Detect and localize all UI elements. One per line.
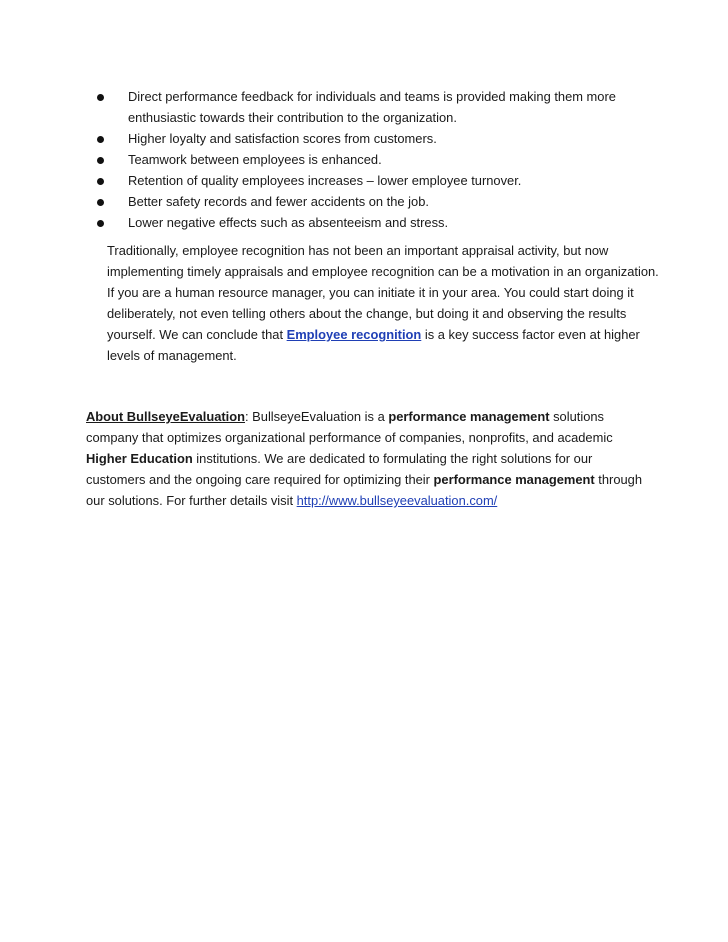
bold-term: performance management — [433, 472, 595, 487]
about-paragraph — [86, 406, 646, 511]
bullet-text: Lower negative effects such as absenteeism and stress. — [128, 215, 449, 230]
employee-recognition-link[interactable]: Employee recognition — [286, 327, 422, 342]
bullet-item — [97, 191, 657, 212]
bullet-item — [97, 128, 657, 149]
about-text: : BullseyeEvaluation is a — [245, 409, 389, 424]
recognition-paragraph — [107, 240, 667, 366]
bold-term: performance management — [388, 409, 550, 424]
bullet-item — [97, 212, 657, 233]
bullet-icon — [97, 220, 104, 227]
website-link[interactable]: http://www.bullseyeevaluation.com/ — [296, 493, 498, 508]
bullet-text: Higher loyalty and satisfaction scores from customers. — [128, 131, 437, 146]
benefits-bullet-list — [97, 86, 657, 233]
bullet-item — [97, 149, 657, 170]
about-heading: About BullseyeEvaluation — [86, 409, 246, 424]
bullet-icon — [97, 178, 104, 185]
bullet-icon — [97, 136, 104, 143]
paragraph-text-end: is a key success factor even at higher levels of management. — [107, 327, 640, 363]
about-text: institutions. We are dedicated to formulating the right solutions for our customers and the ongoing care required for optimizing their — [86, 451, 593, 487]
bullet-text: Better safety records and fewer accidents on the job. — [128, 194, 429, 209]
about-text: solutions company that optimizes organizational performance of companies, nonprofits, and academic — [86, 409, 613, 445]
bullet-item — [97, 86, 657, 128]
bullet-text: Direct performance feedback for individuals and teams is provided making them more enthusiastic towards their contribution to the organization. — [128, 89, 616, 125]
bullet-text: Retention of quality employees increases – lower employee turnover. — [128, 173, 522, 188]
bullet-icon — [97, 157, 104, 164]
bold-term: Higher Education — [86, 451, 193, 466]
bullet-icon — [97, 199, 104, 206]
paragraph-text: Traditionally, employee recognition has not been an important appraisal activity, but now implementing timely appraisals and employee recognition can be a motivation in an organization. If you are a human resource manager, you can initiate it in your area. You could start doing it deliberately, not even telling others about the change, but doing it and observing the results yourself. We can conclude that — [107, 243, 659, 342]
bullet-text: Teamwork between employees is enhanced. — [128, 152, 382, 167]
about-text: through our solutions. For further details visit — [86, 472, 643, 508]
bullet-item — [97, 170, 657, 191]
bullet-icon — [97, 94, 104, 101]
